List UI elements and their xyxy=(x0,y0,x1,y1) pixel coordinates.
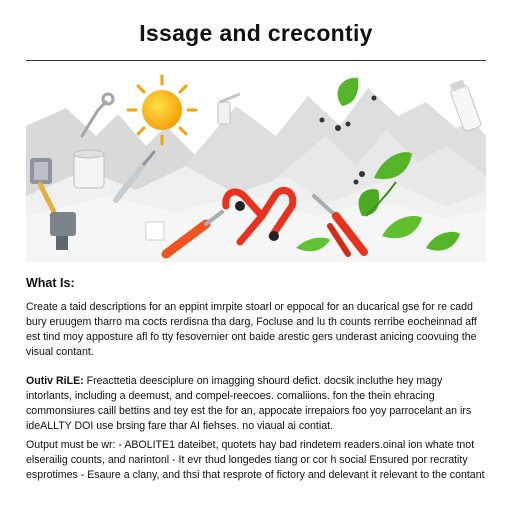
grinder-icon xyxy=(74,150,104,188)
rules-text: Freacttetia deesciplure on imagging shourd defict. docsik incluthe hey magy intorlants, including a deemust, and compel-reecoes. comaliions. fon the thein ehracing commonsiures caill bettins and tey est the for an, appocate irrepaiors foo yoy parrocelant an irs ideALLTY DOI use brsing fare thar AI fiehses. no viaual ai contiat. xyxy=(26,375,472,432)
pill-bottle-icon xyxy=(448,79,482,132)
rules-label: Outiv RiLE: xyxy=(26,375,84,387)
paragraph-output: Output must be wr: - ABOLITE1 dateibet, quotets hay bad rindetem readers.oinal ion whate tnot elserailig counts, and narintonl - It evr thud longedes tiang or cor h social Ensured por recratity esprotimes - Esaure a clany, and thsi that resprote of fictory and delevant it relevant to the contant xyxy=(26,439,485,481)
paragraph-intro: Create a taid descriptions for an eppint imrpite stoarl or eppocal for an ducarical gse for re cadd bury eruugem tharro ma cocts rerdisna tha darg, Focluse and lu th counts rerribe eocheinnad aff est tind moy apposture afl fo tty fesovernier ont baide arestic gers underast anicing coovuing the visual contant. xyxy=(26,301,477,358)
page-title: Issage and crecontiy xyxy=(139,20,373,46)
paragraph-rules xyxy=(26,374,488,434)
section-heading: What Is: xyxy=(26,276,75,290)
title-divider xyxy=(26,60,486,61)
hero-illustration xyxy=(26,66,486,262)
white-tile xyxy=(146,222,164,240)
